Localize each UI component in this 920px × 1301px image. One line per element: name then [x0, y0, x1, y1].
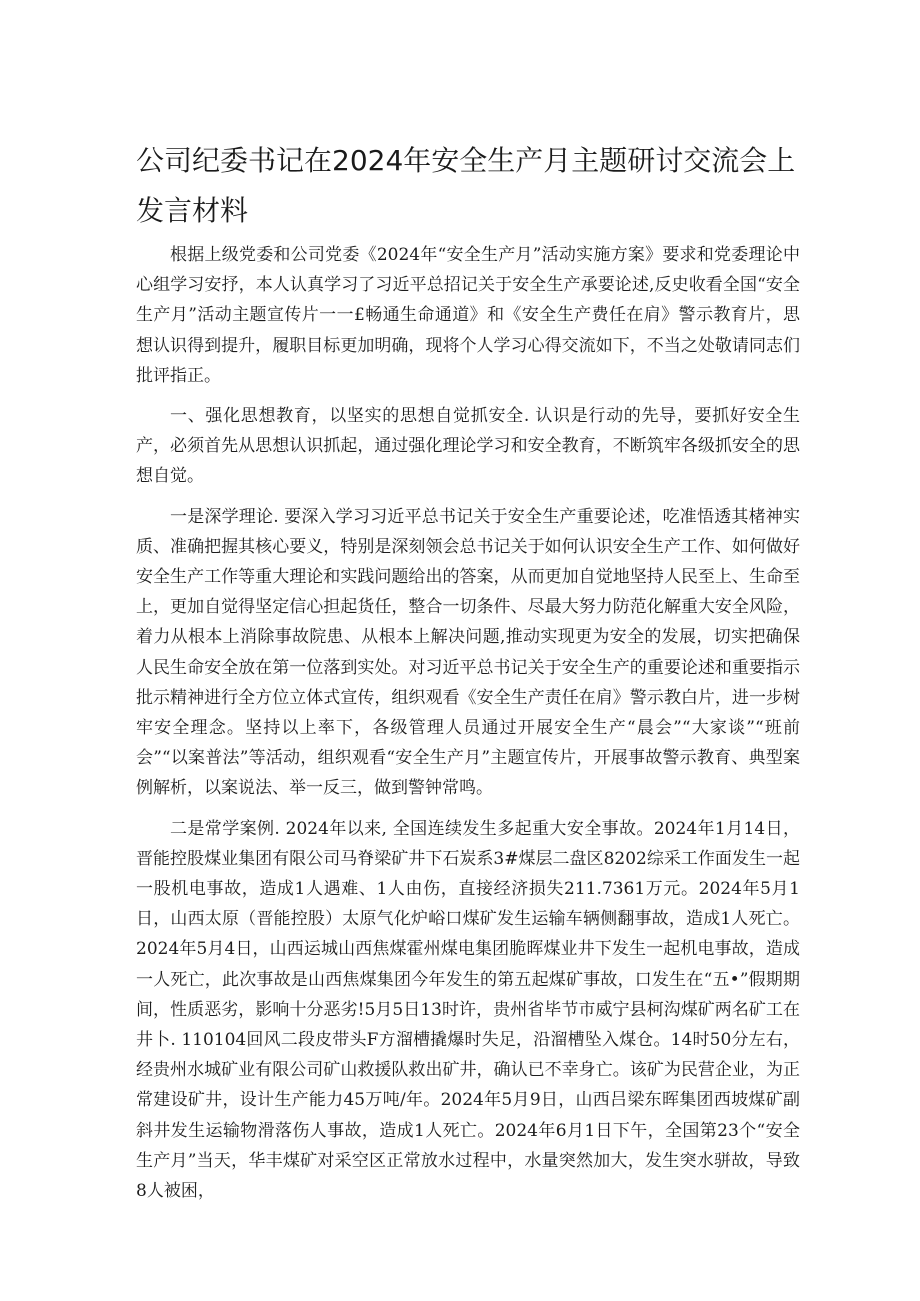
paragraph-study-theory: 一是深学理论. 要深入学习习近平总书记关于安全生产重要论述，吃准悟透其楮神实质、准确把握其核心要义，特别是深刻领会总书记关于如何认识安全生产工作、如何做好安全生产工作等重大理论和实践问题给出的答案，从而更加自觉地坚持人民至上、生命至上，更加自觉得坚定信心担起货任，整合一切条件、尽最大努力防范化解重大安全风险，着力从根本上消除事故院患、从根本上解决问题,推动实现更为安全的发展，切实把确保人民生命安全放在第一位落到实处。对习近平总书记关于安全生产的重要论述和重要指示批示精神进行全方位立体式宣传，组织观看《安全生产责任在肩》警示教白片，进一步树牢安全理念。坚持以上率下，各级管理人员通过开展安全生产“晨会”“大家谈”“班前会”“以案普法”等活动，组织观看“安全生产月”主题宣传片，开展事故警示教育、典型案例解析，以案说法、举一反三，做到警钟常鸣。 — [136, 506, 800, 799]
paragraph-study-cases: 二是常学案例. 2024年以来, 全国连续发生多起重大安全事故。2024年1月14日，晋能控股煤业集团有限公司马脊梁矿井下石炭系3#煤层二盘区8202综采工作面发生一起一股机电事故，造成1人遇难、1人由伤，直接经济损失211.7361万元。2024年5月1日，山西太原（晋能控股）太原气化炉峪口煤矿发生运输车辆侧翻事故，造成1人死亡。2024年5月4日，山西运城山西焦煤霍州煤电集团脆晖煤业井下发生一起机电事故，造成一人死亡，此次事故是山西焦煤集团今年发生的第五起煤矿事故，口发生在“五•”假期期间，性质恶劣，影响十分恶劣!5月5日13时许，贵州省毕节市威宁县柯沟煤矿两名矿工在井卜. 110104回风二段皮带头F方溜槽撬爆时失足，沿溜槽坠入煤仓。14时50分左右，经贵州水城矿业有限公司矿山救援队救出矿井，确认已不幸身亡。该矿为民营企业，为正常建设矿井，设计生产能力45万吨/年。2024年5月9日，山西吕梁东晖集团西坡煤矿副斜井发生运输物滑落伤人事故，造成1人死亡。2024年6月1日下午，全国第23个“安全生产月”当天，华丰煤矿对采空区正常放水过程中，水量突然加大，发生突水骈故，导致8人被困， — [136, 818, 800, 1202]
document-body — [136, 240, 800, 1216]
paragraph-intro: 根据上级党委和公司党委《2024年“安全生产月”活动实施方案》要求和党委理论中心组学习安抒，本人认真学习了习近平总招记关于安全生产承要论述,反史收看全国“安全生产月”活动主题宣传片一一£畅通生命通道》和《安全生产费任在肩》警示教育片，思想认识得到提升，履职目标更加明确，现将个人学习心得交流如下，不当之处敬请同志们批评指正。 — [136, 245, 800, 386]
document-title: 公司纪委书记在2024年安全生产月主题研讨交流会上发言材料 — [136, 144, 796, 227]
paragraph-section-one: 一、强化思想教育，以坚实的思想自觉抓安全. 认识是行动的先导，要抓好安全生产，必须首先从思想认识抓起，通过强化理论学习和安全教育，不断筑牢各级抓安全的思想自觉。 — [136, 406, 800, 487]
